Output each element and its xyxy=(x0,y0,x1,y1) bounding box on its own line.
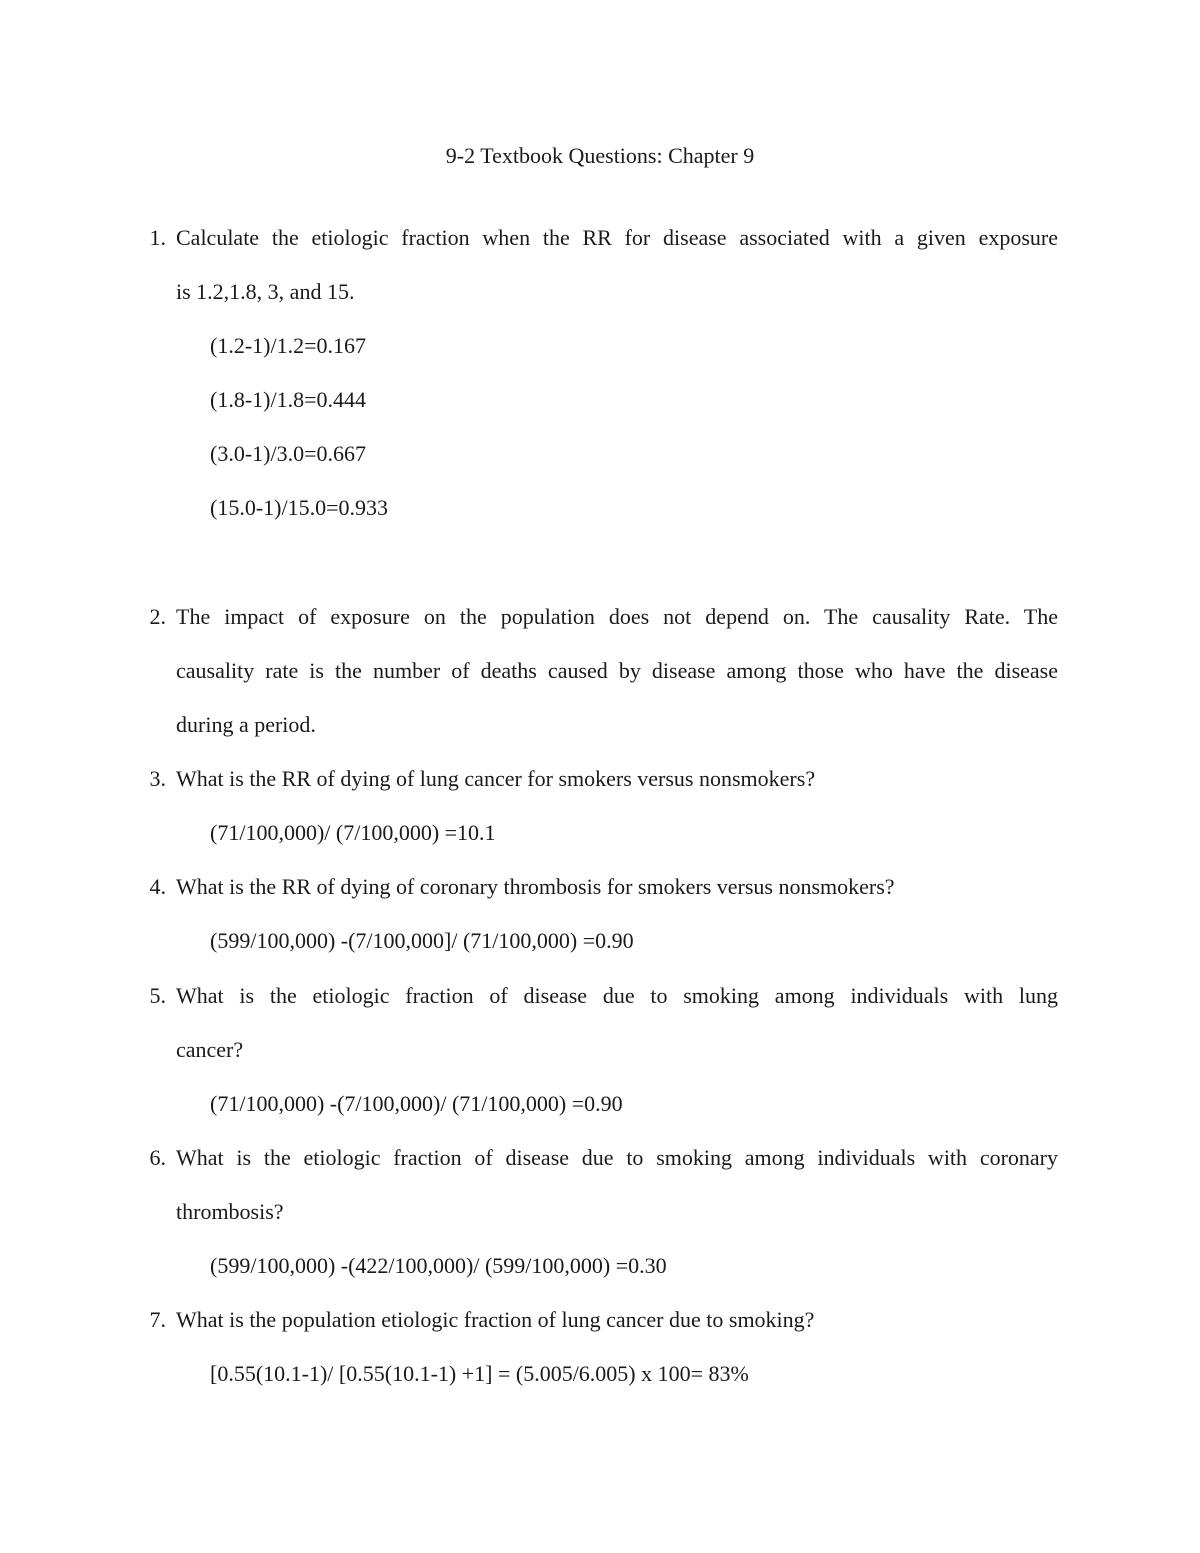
question-5-line-1: What is the etiologic fraction of disease due to smoking among individuals with lung xyxy=(176,983,1058,1008)
question-7-answer-1: [0.55(10.1-1)/ [0.55(10.1-1) +1] = (5.005/6.005) x 100= 83% xyxy=(210,1361,749,1386)
question-1-answer-2: (1.8-1)/1.8=0.444 xyxy=(210,387,366,412)
question-number-2: 2. xyxy=(149,604,166,629)
question-5-line-2: cancer? xyxy=(176,1037,244,1062)
question-number-4: 4. xyxy=(149,874,166,899)
question-1-line-1: Calculate the etiologic fraction when the RR for disease associated with a given exposure xyxy=(176,225,1058,250)
question-1-answer-1: (1.2-1)/1.2=0.167 xyxy=(210,333,366,358)
question-3-answer-1: (71/100,000)/ (7/100,000) =10.1 xyxy=(210,820,496,845)
question-4-line-1: What is the RR of dying of coronary thrombosis for smokers versus nonsmokers? xyxy=(176,874,895,899)
question-number-3: 3. xyxy=(149,766,166,791)
question-7-line-1: What is the population etiologic fraction of lung cancer due to smoking? xyxy=(176,1307,815,1332)
question-2-line-1: The impact of exposure on the population does not depend on. The causality Rate. The xyxy=(176,604,1058,629)
question-4-answer-1: (599/100,000) -(7/100,000]/ (71/100,000) =0.90 xyxy=(210,928,634,953)
question-1-answer-4: (15.0-1)/15.0=0.933 xyxy=(210,495,388,520)
question-2-line-2: causality rate is the number of deaths caused by disease among those who have the disease xyxy=(176,658,1058,683)
question-2-line-3: during a period. xyxy=(176,712,316,737)
question-1-line-2: is 1.2,1.8, 3, and 15. xyxy=(176,279,355,304)
question-6-answer-1: (599/100,000) -(422/100,000)/ (599/100,000) =0.30 xyxy=(210,1253,667,1278)
question-number-7: 7. xyxy=(149,1307,166,1332)
question-5-answer-1: (71/100,000) -(7/100,000)/ (71/100,000) =0.90 xyxy=(210,1091,623,1116)
question-6-line-2: thrombosis? xyxy=(176,1199,284,1224)
document-title: 9-2 Textbook Questions: Chapter 9 xyxy=(445,143,755,168)
question-number-6: 6. xyxy=(149,1145,166,1170)
question-1-answer-3: (3.0-1)/3.0=0.667 xyxy=(210,441,366,466)
question-number-5: 5. xyxy=(149,983,166,1008)
question-number-1: 1. xyxy=(149,225,166,250)
question-3-line-1: What is the RR of dying of lung cancer for smokers versus nonsmokers? xyxy=(176,766,816,791)
question-6-line-1: What is the etiologic fraction of disease due to smoking among individuals with coronary xyxy=(176,1145,1058,1170)
